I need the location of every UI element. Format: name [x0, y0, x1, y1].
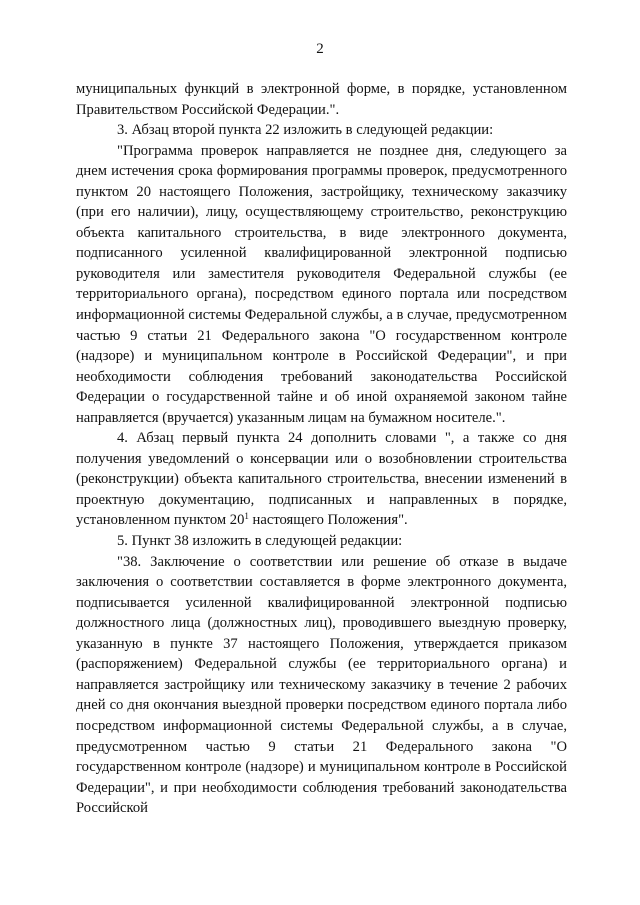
paragraph-quote-program: "Программа проверок направляется не позднее дня, следующего за днем истечения срока формирования программы проверок, предусмотренного пунктом 20 настоящего Положения, застройщику, техническому заказчику (при его наличии), лицу, осуществляющему строительство, реконструкцию объекта капитального строительства, в виде электронного документа, подписанного усиленной квалифицированной электронной подписью руководителя или заместителя руководителя Федеральной службы (ее территориального органа), посредством единого портала или посредством информационной системы Федеральной службы, а в случае, предусмотренном частью 9 статьи 21 Федерального закона "О государственном контроле (надзоре) и муниципальном контроле в Российской Федерации", и при необходимости соблюдения требований законодательства Российской Федерации о государственной тайне и об иной охраняемой законом тайне направляется (вручается) указанным лицам на бумажном носителе.".: [76, 142, 567, 426]
paragraph-item-3: 3. Абзац второй пункта 22 изложить в следующей редакции:: [117, 122, 494, 139]
page-number: 2: [316, 41, 324, 57]
paragraph-continuation: муниципальных функций в электронной форме, в порядке, установленном Правительством Российской Федерации.".: [76, 81, 567, 118]
paragraph-item-5: 5. Пункт 38 изложить в следующей редакции:: [117, 533, 403, 550]
paragraph-item-4-tail: настоящего Положения".: [248, 512, 408, 529]
superscript-marker: 1: [244, 511, 249, 522]
document-body: [76, 79, 567, 819]
paragraph-item-4-text: 4. Абзац первый пункта 24 дополнить словами ", а также со дня получения уведомлений о консервации или о возобновлении строительства (реконструкции) объекта капитального строительства, внесении изменений в проектную документацию, подписанных и направленных в порядке, установленном пунктом 20: [76, 430, 567, 529]
paragraph-quote-38: "38. Заключение о соответствии или решение об отказе в выдаче заключения о соответствии составляется в форме электронного документа, подписывается усиленной квалифицированной электронной подписью должностного лица (должностных лиц), проводившего выездную проверку, указанную в пункте 37 настоящего Положения, утверждается приказом (распоряжением) Федеральной службы (ее территориального органа) и направляется застройщику или техническому заказчику в течение 2 рабочих дней со дня окончания выездной проверки посредством единого портала либо посредством информационной системы Федеральной службы, а в случае, предусмотренном частью 9 статьи 21 Федерального закона "О государственном контроле (надзоре) и муниципальном контроле в Российской Федерации", и при необходимости соблюдения требований законодательства Российской: [76, 553, 567, 817]
paragraph-item-4: [76, 428, 567, 531]
